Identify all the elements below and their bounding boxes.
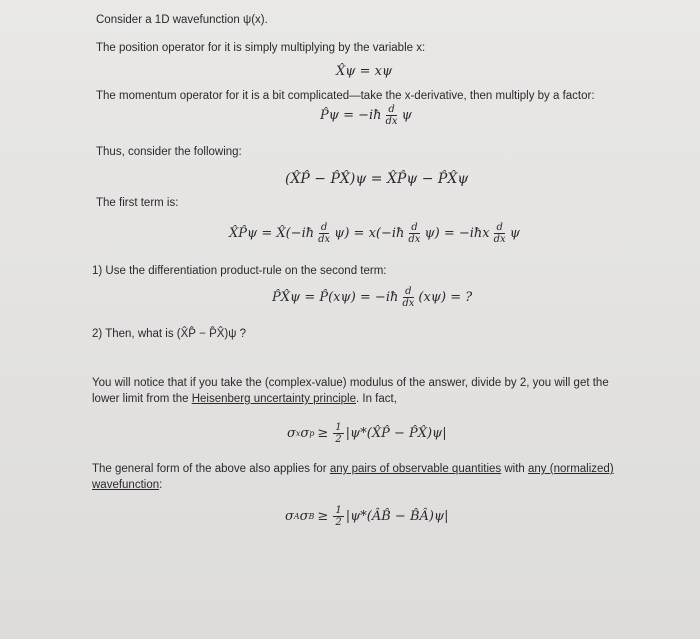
- intro-line-4: Thus, consider the following:: [96, 146, 242, 158]
- wavefunction-link[interactable]: wavefunction: [92, 479, 160, 491]
- step-1: 1) Use the differentiation product-rule on the second term:: [92, 265, 387, 277]
- intro-line-3: The momentum operator for it is a bit complicated—take the x-derivative, then multiply by a factor:: [96, 90, 595, 102]
- closing-para-1-line-1: You will notice that if you take the (complex-value) modulus of the answer, divide by 2, you will get the: [92, 377, 609, 389]
- general-uncertainty-equation: σ A σ B ≥ $\frac{1}{2}$ |ψ*(ÂB̂ − B̂Â)ψ|: [285, 505, 449, 528]
- heisenberg-link[interactable]: Heisenberg uncertainty principle: [191, 393, 356, 405]
- commutator-equation: (X̂P̂ − P̂X̂)ψ = X̂P̂ψ − P̂X̂ψ: [285, 171, 469, 187]
- position-equation: X̂ψ = xψ: [336, 64, 393, 79]
- closing-para-2-line-2: wavefunction:: [92, 479, 163, 491]
- first-term-equation: X̂P̂ψ = X̂(−iħ $\frac{d}{dx}$ ψ) = x(−iħ $\frac{d}{dx}$ ψ) = −iħx $\frac{d}{dx}$ ψ: [229, 222, 520, 245]
- closing-para-1-line-2: lower limit from the Heisenberg uncertainty principle. In fact,: [92, 393, 397, 405]
- intro-line-1: Consider a 1D wavefunction ψ(x).: [96, 14, 268, 26]
- closing-para-2-line-1: The general form of the above also applies for any pairs of observable quantities with any (normalized): [92, 463, 614, 475]
- momentum-derivative: $\frac{d}{dx}$: [385, 104, 398, 127]
- momentum-rhs: ψ: [401, 108, 412, 123]
- momentum-lhs: P̂ψ = −iħ: [320, 108, 382, 123]
- uncertainty-equation: σ x σ p ≥ $\frac{1}{2}$ |ψ*(X̂P̂ − P̂X̂)ψ|: [287, 422, 447, 445]
- normalized-link[interactable]: any (normalized): [528, 463, 614, 475]
- step-2: 2) Then, what is (X̂P̂ − P̂X̂)ψ ?: [92, 328, 247, 340]
- second-term-equation: P̂X̂ψ = P̂(xψ) = −iħ $\frac{d}{dx}$ (xψ) = ?: [272, 286, 473, 309]
- observables-link[interactable]: any pairs of observable quantities: [329, 463, 502, 475]
- intro-line-2: The position operator for it is simply multiplying by the variable x:: [96, 42, 426, 54]
- momentum-equation: [320, 104, 412, 127]
- first-term-label: The first term is:: [96, 197, 179, 209]
